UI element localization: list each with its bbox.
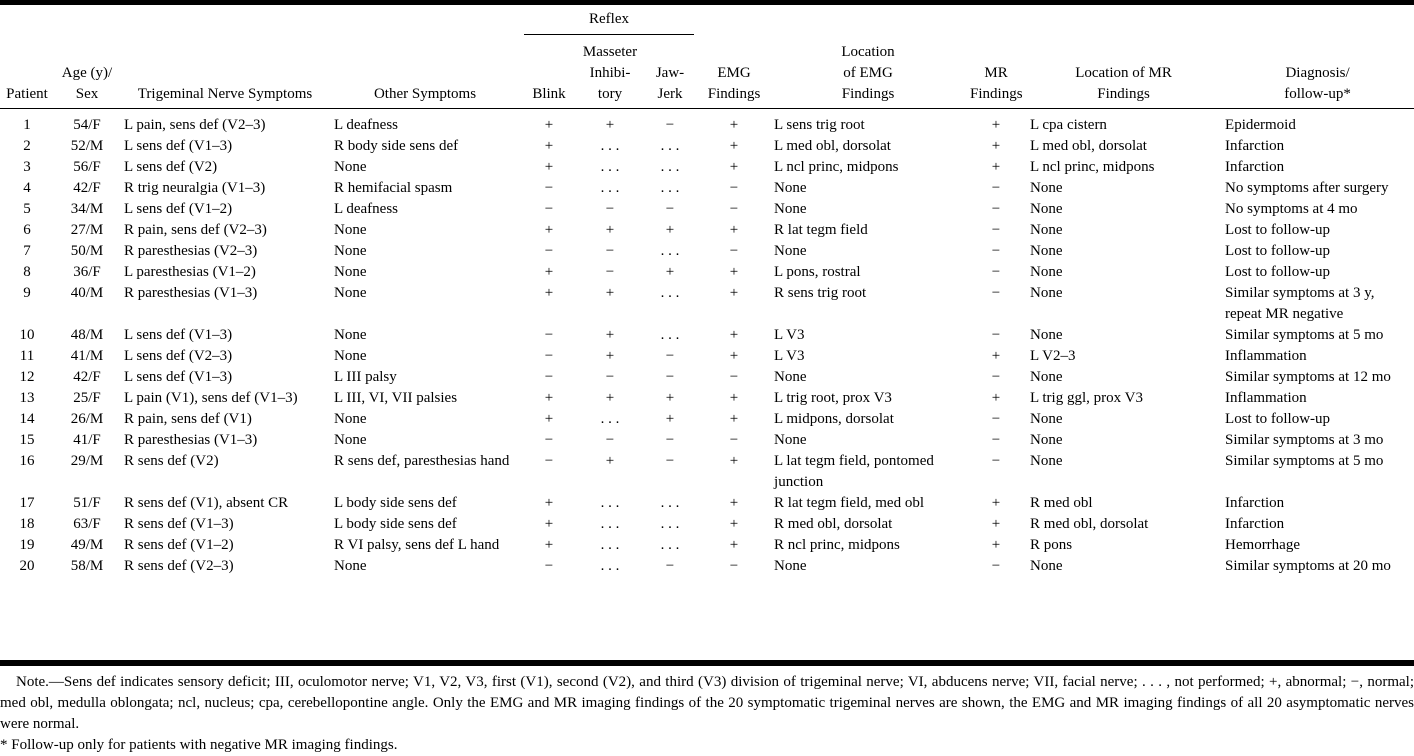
cell-age-sex: 41/M [70,348,104,364]
cell-jaw-jerk: + [665,390,675,406]
cell-age-sex: 49/M [70,537,104,553]
cell-emg: + [729,285,739,301]
cell-masseter: . . . [600,558,620,574]
cell-mr: + [991,495,1001,511]
cell-mr-location: None [1030,558,1063,574]
cell-mr: − [991,180,1001,196]
cell-jaw-jerk: . . . [660,516,680,532]
cell-other: None [334,243,367,259]
cell-age-sex: 51/F [73,495,101,511]
table-row [0,178,1414,199]
cell-diagnosis: Similar symptoms at 20 mo [1225,558,1391,574]
cell-mr-location: L trig ggl, prox V3 [1030,390,1143,406]
table-row [0,199,1414,220]
cell-blink: − [544,432,554,448]
col-trigeminal: Trigeminal Nerve Symptoms [120,35,330,109]
cell-trigeminal: R sens def (V1–2) [124,537,234,553]
cell-diagnosis: No symptoms after surgery [1225,180,1389,196]
cell-patient: 11 [19,348,35,364]
cell-diagnosis: Epidermoid [1225,117,1296,133]
table-row [0,430,1414,451]
cell-mr-location: None [1030,369,1063,385]
cell-jaw-jerk: . . . [660,180,680,196]
cell-patient: 20 [19,558,35,574]
cell-emg-location: None [774,432,807,448]
cell-diagnosis: Infarction [1225,516,1285,532]
cell-trigeminal: R paresthesias (V1–3) [124,285,258,301]
cell-mr-location: R pons [1030,537,1073,553]
col-patient: Patient [0,35,54,109]
cell-other: None [334,159,367,175]
cell-diagnosis: Lost to follow-up [1225,264,1331,280]
cell-emg: + [729,537,739,553]
cell-mr: − [991,222,1001,238]
cell-jaw-jerk: − [665,453,675,469]
cell-mr: − [991,264,1001,280]
table-row [0,262,1414,283]
cell-other: None [334,432,367,448]
cell-emg: − [729,432,739,448]
cell-age-sex: 58/M [70,558,104,574]
cell-mr-location: None [1030,264,1063,280]
cell-diagnosis: Lost to follow-up [1225,243,1331,259]
table-row [0,220,1414,241]
cell-masseter: − [605,264,615,280]
cell-blink: − [544,369,554,385]
cell-diagnosis: Lost to follow-up [1225,411,1331,427]
table-row [0,241,1414,262]
cell-emg-location: R sens trig root [774,285,867,301]
table-row [0,493,1414,514]
cell-blink: + [544,495,554,511]
cell-trigeminal: R paresthesias (V1–3) [124,432,258,448]
cell-masseter: . . . [600,180,620,196]
cell-trigeminal: R sens def (V2–3) [124,558,234,574]
cell-mr-location: None [1030,243,1063,259]
cell-blink: − [544,201,554,217]
col-diagnosis: Diagnosis/ follow-up* [1221,35,1414,109]
cell-trigeminal: L sens def (V2–3) [124,348,233,364]
cell-mr: + [991,390,1001,406]
cell-age-sex: 63/F [73,516,101,532]
cell-emg: + [729,159,739,175]
cell-emg-location: R ncl princ, midpons [774,537,900,553]
cell-patient: 12 [19,369,35,385]
cell-mr: + [991,537,1001,553]
cell-age-sex: 34/M [70,201,104,217]
cell-mr-location: R med obl, dorsolat [1030,516,1149,532]
cell-masseter: . . . [600,537,620,553]
cell-emg: + [729,327,739,343]
cell-age-sex: 29/M [70,453,104,469]
cell-patient: 2 [23,138,31,154]
cell-trigeminal: R sens def (V1), absent CR [124,495,289,511]
cell-emg-location: L trig root, prox V3 [774,390,892,406]
cell-other: L deafness [334,201,398,217]
cell-other: R sens def, paresthesias hand [334,453,510,469]
cell-jaw-jerk: + [665,411,675,427]
table-row [0,367,1414,388]
cell-trigeminal: L sens def (V1–3) [124,369,233,385]
cell-age-sex: 36/F [73,264,101,280]
cell-masseter: + [605,348,615,364]
cell-emg-location: None [774,369,807,385]
cell-other: L III palsy [334,369,397,385]
cell-trigeminal: L sens def (V1–3) [124,138,233,154]
cell-other: R hemifacial spasm [334,180,453,196]
cell-mr-location: None [1030,285,1063,301]
col-masseter: Masseter Inhibi- tory [578,35,642,109]
cell-emg-location: L med obl, dorsolat [774,138,891,154]
cell-emg: + [729,222,739,238]
cell-jaw-jerk: . . . [660,285,680,301]
table-row [0,109,1414,137]
cell-emg-location: L pons, rostral [774,264,861,280]
cell-jaw-jerk: + [665,222,675,238]
cell-trigeminal: L sens def (V1–2) [124,201,233,217]
col-other: Other Symptoms [330,35,520,109]
cell-diagnosis: Lost to follow-up [1225,222,1331,238]
cell-masseter: + [605,327,615,343]
cell-diagnosis: Similar symptoms at 3 mo [1225,432,1384,448]
cell-emg: − [729,558,739,574]
cell-blink: + [544,159,554,175]
cell-mr: − [991,201,1001,217]
cell-trigeminal: L sens def (V2) [124,159,218,175]
cell-diagnosis: Inflammation [1225,348,1307,364]
cell-other: R body side sens def [334,138,459,154]
cell-trigeminal: R pain, sens def (V2–3) [124,222,267,238]
cell-emg-location: L ncl princ, midpons [774,159,899,175]
header-row-group [0,5,1414,35]
cell-blink: + [544,411,554,427]
findings-table [0,5,1414,577]
col-age-sex: Age (y)/ Sex [54,35,120,109]
cell-emg-location: L V3 [774,327,805,343]
cell-patient: 3 [23,159,31,175]
cell-blink: + [544,285,554,301]
cell-masseter: + [605,285,615,301]
cell-age-sex: 41/F [73,432,101,448]
cell-trigeminal: R sens def (V1–3) [124,516,234,532]
cell-mr-location: L cpa cistern [1030,117,1107,133]
cell-other: L III, VI, VII palsies [334,390,458,406]
cell-age-sex: 25/F [73,390,101,406]
cell-diagnosis: Infarction [1225,495,1285,511]
cell-masseter: . . . [600,495,620,511]
table-row [0,157,1414,178]
cell-blink: − [544,453,554,469]
cell-jaw-jerk: − [665,432,675,448]
cell-other: None [334,411,367,427]
cell-diagnosis: Similar symptoms at 5 mo [1225,327,1384,343]
table-row [0,325,1414,346]
cell-emg-location: R lat tegm field, med obl [774,495,925,511]
cell-patient: 16 [19,453,35,469]
cell-other: None [334,327,367,343]
cell-age-sex: 26/M [70,411,104,427]
cell-mr-location: None [1030,411,1063,427]
cell-other: None [334,348,367,364]
cell-emg: − [729,180,739,196]
cell-emg: + [729,138,739,154]
cell-trigeminal: R pain, sens def (V1) [124,411,252,427]
cell-masseter: . . . [600,516,620,532]
cell-patient: 13 [19,390,35,406]
cell-patient: 8 [23,264,31,280]
cell-other: None [334,558,367,574]
cell-jaw-jerk: . . . [660,495,680,511]
cell-age-sex: 50/M [70,243,104,259]
cell-mr: − [991,243,1001,259]
cell-age-sex: 27/M [70,222,104,238]
cell-emg-location: None [774,180,807,196]
cell-jaw-jerk: − [665,369,675,385]
cell-trigeminal: L pain, sens def (V2–3) [124,117,266,133]
cell-other: None [334,264,367,280]
cell-emg: + [729,264,739,280]
table-row [0,136,1414,157]
cell-patient: 17 [19,495,35,511]
cell-mr: − [991,558,1001,574]
cell-diagnosis: Similar symptoms at 12 mo [1225,369,1391,385]
cell-masseter: − [605,432,615,448]
cell-trigeminal: L paresthesias (V1–2) [124,264,256,280]
cell-masseter: . . . [600,138,620,154]
cell-mr-location: None [1030,432,1063,448]
cell-age-sex: 56/F [73,159,101,175]
cell-emg: + [729,390,739,406]
cell-blink: − [544,327,554,343]
col-jaw-jerk: Jaw- Jerk [642,35,698,109]
cell-jaw-jerk: + [665,264,675,280]
cell-emg: − [729,243,739,259]
cell-jaw-jerk: − [665,558,675,574]
cell-blink: − [544,243,554,259]
cell-mr-location: None [1030,222,1063,238]
bottom-rule [0,660,1414,666]
cell-blink: + [544,138,554,154]
cell-emg: − [729,369,739,385]
cell-patient: 6 [23,222,31,238]
col-mr-location: Location of MR Findings [1026,35,1221,109]
cell-mr: + [991,516,1001,532]
cell-emg-location: R lat tegm field [774,222,868,238]
cell-patient: 5 [23,201,31,217]
cell-masseter: − [605,369,615,385]
cell-trigeminal: R paresthesias (V2–3) [124,243,258,259]
cell-trigeminal: R sens def (V2) [124,453,219,469]
cell-mr: − [991,369,1001,385]
cell-age-sex: 52/M [70,138,104,154]
cell-jaw-jerk: − [665,348,675,364]
cell-trigeminal: R trig neuralgia (V1–3) [124,180,266,196]
cell-other: None [334,222,367,238]
cell-other: L deafness [334,117,398,133]
cell-mr: − [991,285,1001,301]
cell-emg: + [729,117,739,133]
col-emg-location: Location of EMG Findings [770,35,966,109]
cell-mr-location: None [1030,453,1063,469]
cell-emg-location: L sens trig root [774,117,865,133]
cell-emg-location: R med obl, dorsolat [774,516,893,532]
table-row [0,388,1414,409]
cell-emg: + [729,516,739,532]
cell-patient: 14 [19,411,35,427]
header-row [0,35,1414,109]
note-text: Note.—Sens def indicates sensory deficit; III, oculomotor nerve; V1, V2, V3, first (V1), second (V2), and third (V3) division of trigeminal nerve; VI, abducens nerve; VII, facial nerve; . . . , not performed; +, abnormal; −, normal; med obl, medulla oblongata; ncl, nucleus; cpa, cerebellopontine angle. Only the EMG and MR imaging findings of the 20 symptomatic trigeminal nerves are shown, the EMG and MR imaging findings of all 20 asymptomatic nerves were normal. [0,674,1414,732]
cell-patient: 18 [19,516,35,532]
cell-diagnosis: Hemorrhage [1225,537,1300,553]
cell-age-sex: 42/F [73,180,101,196]
table-row [0,451,1414,493]
cell-patient: 4 [23,180,31,196]
cell-mr: + [991,159,1001,175]
cell-mr-location: L V2–3 [1030,348,1076,364]
cell-diagnosis: Infarction [1225,159,1285,175]
table-notes [0,672,1414,756]
table-row [0,535,1414,556]
cell-emg-location: None [774,201,807,217]
reflex-group-header: Reflex [520,5,698,35]
col-mr: MR Findings [966,35,1026,109]
cell-emg: + [729,348,739,364]
cell-emg-location: None [774,558,807,574]
col-blink: Blink [520,35,578,109]
cell-patient: 10 [19,327,35,343]
cell-blink: + [544,516,554,532]
table-row [0,409,1414,430]
cell-patient: 19 [19,537,35,553]
cell-masseter: + [605,390,615,406]
cell-mr: + [991,117,1001,133]
cell-masseter: + [605,117,615,133]
cell-patient: 15 [19,432,35,448]
cell-mr-location: None [1030,327,1063,343]
cell-mr: − [991,453,1001,469]
table-row [0,514,1414,535]
cell-blink: + [544,264,554,280]
cell-diagnosis: Infarction [1225,138,1285,154]
cell-masseter: + [605,222,615,238]
cell-jaw-jerk: . . . [660,243,680,259]
cell-emg-location: None [774,243,807,259]
cell-mr: − [991,432,1001,448]
cell-diagnosis: Inflammation [1225,390,1307,406]
cell-blink: + [544,537,554,553]
cell-age-sex: 54/F [73,117,101,133]
cell-emg-location: L midpons, dorsolat [774,411,894,427]
cell-emg: + [729,453,739,469]
cell-masseter: . . . [600,411,620,427]
cell-other: R VI palsy, sens def L hand [334,537,500,553]
cell-diagnosis: Similar symptoms at 3 y, repeat MR negative [1225,285,1375,322]
cell-blink: + [544,222,554,238]
cell-blink: + [544,117,554,133]
cell-mr: + [991,138,1001,154]
cell-blink: + [544,390,554,406]
cell-jaw-jerk: . . . [660,159,680,175]
cell-patient: 9 [23,285,31,301]
cell-mr: − [991,327,1001,343]
cell-emg-location: L lat tegm field, pontomed junction [774,453,934,490]
cell-masseter: − [605,201,615,217]
cell-mr-location: None [1030,180,1063,196]
cell-age-sex: 40/M [70,285,104,301]
cell-jaw-jerk: . . . [660,327,680,343]
cell-other: L body side sens def [334,495,457,511]
cell-jaw-jerk: . . . [660,537,680,553]
cell-mr-location: None [1030,201,1063,217]
cell-blink: − [544,558,554,574]
cell-mr-location: R med obl [1030,495,1093,511]
cell-trigeminal: L pain (V1), sens def (V1–3) [124,390,298,406]
cell-emg-location: L V3 [774,348,805,364]
cell-other: None [334,285,367,301]
cell-blink: − [544,180,554,196]
cell-mr: − [991,411,1001,427]
cell-diagnosis: Similar symptoms at 5 mo [1225,453,1384,469]
cell-emg: − [729,201,739,217]
table-row [0,556,1414,577]
cell-other: L body side sens def [334,516,457,532]
table-row [0,283,1414,325]
cell-diagnosis: No symptoms at 4 mo [1225,201,1358,217]
cell-masseter: . . . [600,159,620,175]
table-body [0,109,1414,578]
cell-emg: + [729,411,739,427]
cell-age-sex: 48/M [70,327,104,343]
cell-masseter: − [605,243,615,259]
col-emg: EMG Findings [698,35,770,109]
cell-age-sex: 42/F [73,369,101,385]
cell-trigeminal: L sens def (V1–3) [124,327,233,343]
cell-blink: − [544,348,554,364]
cell-patient: 7 [23,243,31,259]
cell-emg: + [729,495,739,511]
cell-jaw-jerk: . . . [660,138,680,154]
cell-patient: 1 [23,117,31,133]
cell-mr-location: L med obl, dorsolat [1030,138,1147,154]
cell-mr-location: L ncl princ, midpons [1030,159,1155,175]
cell-masseter: + [605,453,615,469]
cell-jaw-jerk: − [665,201,675,217]
cell-mr: + [991,348,1001,364]
cell-jaw-jerk: − [665,117,675,133]
table-row [0,346,1414,367]
footnote-text: * Follow-up only for patients with negative MR imaging findings. [0,737,398,753]
